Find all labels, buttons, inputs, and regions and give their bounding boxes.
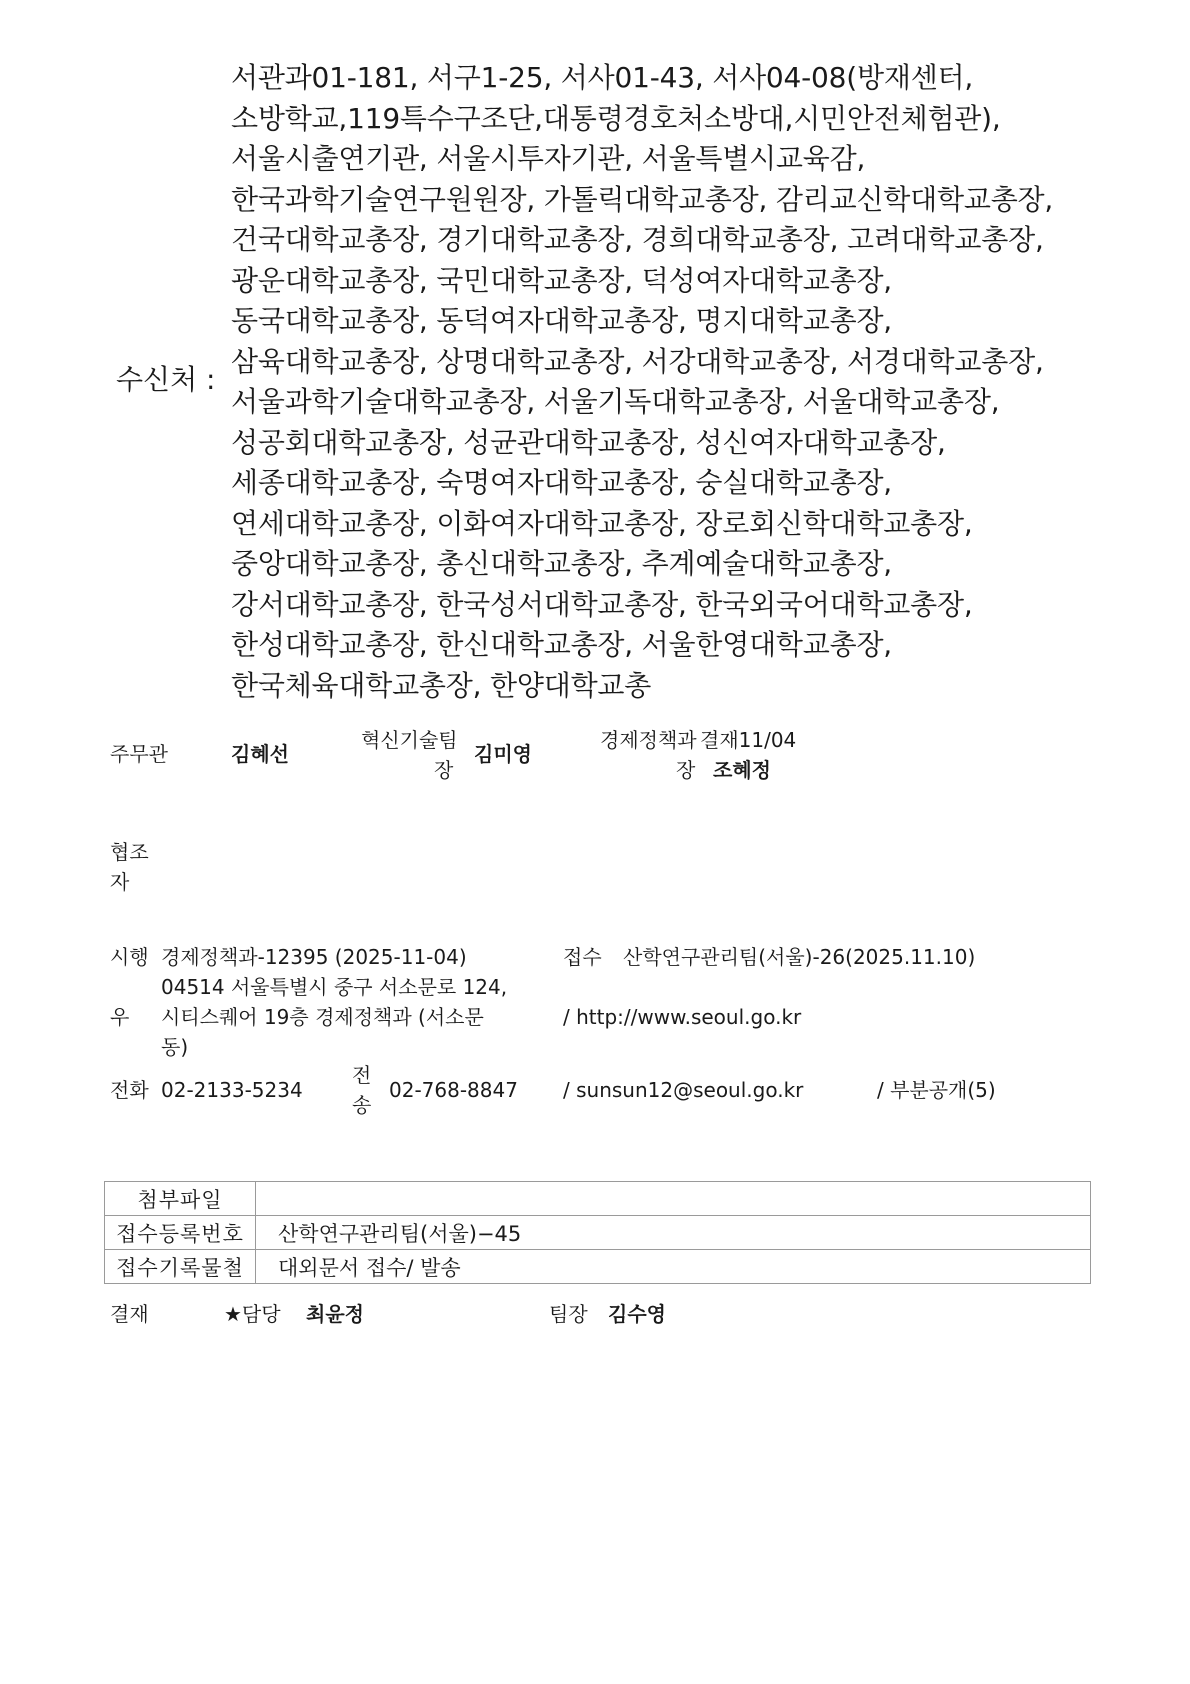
phone-label: 전화: [110, 1078, 149, 1102]
manager-name: 최윤정: [306, 1302, 364, 1326]
fax-label-line1: 전: [352, 1063, 372, 1087]
team-label: 팀장: [549, 1302, 588, 1326]
receipt-label: 접수: [563, 945, 602, 969]
record-file-header: 접수기록물철: [105, 1250, 256, 1284]
email-link[interactable]: / sunsun12@seoul.go.kr: [563, 1078, 804, 1102]
director-approval-status: 결재11/04: [700, 728, 797, 752]
receipt-number: 산학연구관리팀(서울)-26(2025.11.10): [623, 945, 976, 969]
table-row: [105, 1250, 1091, 1284]
attachment-header: 첨부파일: [105, 1182, 256, 1216]
registration-number-header: 접수등록번호: [105, 1216, 256, 1250]
team-leader-label-line2: 장: [434, 758, 454, 782]
recipients-list: 서관과01-181, 서구1-25, 서사01-43, 서사04-08(방재센터,소방학교,119특수구조단,대통령경호처소방대,시민안전체험관), 서울시출연기관, 서울시투자기관, 서울특별시교육감, 한국과학기술연구원원장, 가톨릭대학교총장, 감리교신학대학교총장, 건국대학교총장, 경기대학교총장, 경희대학교총장, 고려대학교총장, 광운대학교총장, 국민대학교총장, 덕성여자대학교총장, 동국대학교총장, 동덕여자대학교총장, 명지대학교총장, 삼육대학교총장, 상명대학교총장, 서강대학교총장, 서경대학교총장, 서울과학기술대학교총장, 서울기독대학교총장, 서울대학교총장, 성공회대학교총장, 성균관대학교총장, 성신여자대학교총장, 세종대학교총장, 숙명여자대학교총장, 숭실대학교총장, 연세대학교총장, 이화여자대학교총장, 장로회신학대학교총장, 중앙대학교총장, 총신대학교총장, 추계예술대학교총장, 강서대학교총장, 한국성서대학교총장, 한국외국어대학교총장, 한성대학교총장, 한신대학교총장, 서울한영대학교총장, 한국체육대학교총장, 한양대학교총: [231, 61, 1054, 702]
director-label-line1: 경제정책과: [600, 728, 697, 752]
manager-label: ★담당: [224, 1302, 281, 1326]
cooperation-label-line2: 자: [110, 870, 130, 894]
website-link[interactable]: / http://www.seoul.go.kr: [563, 1005, 802, 1029]
attachment-table: [104, 1181, 1091, 1284]
recipients-label: 수신처 :: [116, 363, 216, 396]
officer-label: 주무관: [110, 742, 168, 766]
registration-number-value: 산학연구관리팀(서울)−45: [256, 1216, 1091, 1250]
director-name: 조혜정: [713, 758, 771, 782]
address-line3: 동): [161, 1035, 189, 1059]
officer-name: 김혜선: [231, 742, 289, 766]
address-line2: 시티스퀘어 19층 경제정책과 (서소문: [161, 1005, 484, 1029]
phone-number: 02-2133-5234: [161, 1078, 303, 1102]
director-label-line2: 장: [676, 758, 696, 782]
table-row: [105, 1182, 1091, 1216]
cooperation-label-line1: 협조: [110, 840, 149, 864]
enforcement-label: 시행: [110, 945, 149, 969]
table-row: [105, 1216, 1091, 1250]
attachment-value: [256, 1182, 1091, 1216]
fax-number: 02-768-8847: [389, 1078, 518, 1102]
final-approval-label: 결재: [110, 1302, 149, 1326]
address-line1: 04514 서울특별시 중구 서소문로 124,: [161, 975, 508, 999]
record-file-value: 대외문서 접수/ 발송: [256, 1250, 1091, 1284]
enforcement-number: 경제정책과-12395 (2025-11-04): [161, 945, 467, 969]
disclosure-status: / 부분공개(5): [877, 1078, 996, 1102]
team-leader-name: 김미영: [474, 742, 532, 766]
fax-label-line2: 송: [352, 1093, 372, 1117]
address-label: 우: [110, 1005, 130, 1029]
team-name: 김수영: [608, 1302, 666, 1326]
team-leader-label-line1: 혁신기술팀: [361, 728, 458, 752]
